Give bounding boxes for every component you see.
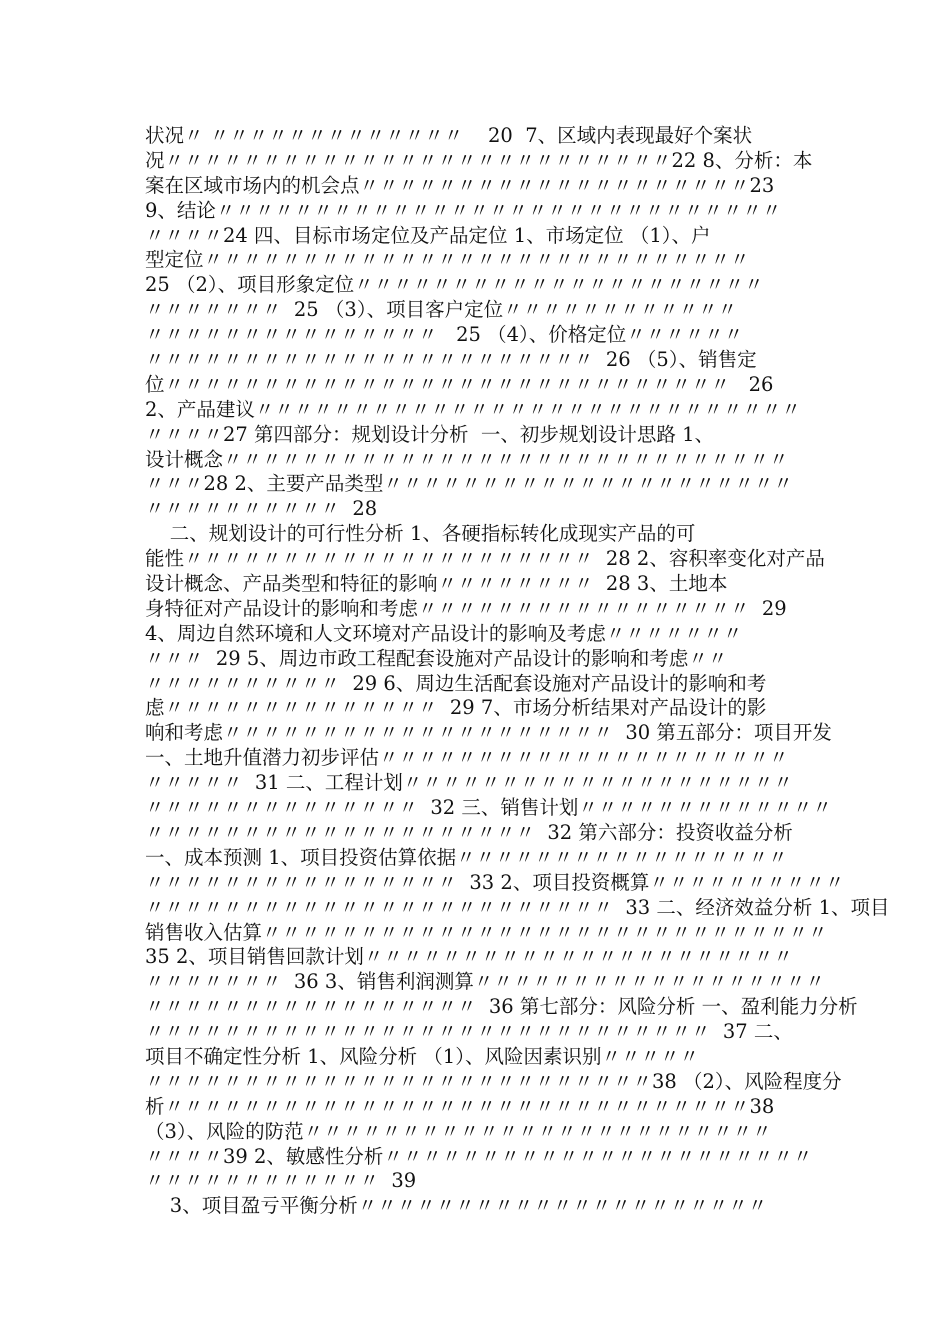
toc-line: 〃〃〃〃〃〃〃〃〃〃〃〃 39	[145, 1169, 417, 1193]
toc-line: 3、项目盈亏平衡分析〃〃〃〃〃〃〃〃〃〃〃〃〃〃〃〃〃〃〃〃〃	[145, 1194, 768, 1218]
toc-line: 35 2、项目销售回款计划〃〃〃〃〃〃〃〃〃〃〃〃〃〃〃〃〃〃〃〃〃〃	[145, 945, 793, 969]
toc-line: 〃〃〃〃〃〃〃〃〃〃〃〃〃〃〃〃〃〃〃〃〃〃〃〃 33 二、经济效益分析 1、项目	[145, 895, 890, 919]
toc-line: 〃〃〃〃〃〃〃〃〃〃〃〃〃〃〃 25 （4）、价格定位〃〃〃〃〃〃	[145, 323, 744, 347]
toc-line: 〃〃〃〃27 第四部分：规划设计分析 一、初步规划设计思路 1、	[145, 422, 715, 446]
toc-line: 身特征对产品设计的影响和考虑〃〃〃〃〃〃〃〃〃〃〃〃〃〃〃〃〃 29	[145, 596, 787, 620]
toc-line: 位〃〃〃〃〃〃〃〃〃〃〃〃〃〃〃〃〃〃〃〃〃〃〃〃〃〃〃〃〃 26	[145, 372, 774, 396]
toc-line: 销售收入估算〃〃〃〃〃〃〃〃〃〃〃〃〃〃〃〃〃〃〃〃〃〃〃〃〃〃〃〃〃	[145, 920, 828, 944]
toc-line: 〃〃〃〃24 四、目标市场定位及产品定位 1、市场定位 （1）、户	[145, 223, 711, 247]
toc-line: 〃〃〃〃〃〃〃〃〃〃〃〃〃〃〃〃〃〃〃〃〃〃〃 26 （5）、销售定	[145, 348, 757, 372]
toc-line: 〃〃〃〃〃〃〃〃〃〃〃〃〃〃〃〃〃〃〃〃〃〃〃〃〃〃〃〃〃 37 二、	[145, 1020, 793, 1044]
toc-line: 析〃〃〃〃〃〃〃〃〃〃〃〃〃〃〃〃〃〃〃〃〃〃〃〃〃〃〃〃〃〃38	[145, 1094, 775, 1118]
toc-line: 设计概念、产品类型和特征的影响〃〃〃〃〃〃〃〃 28 3、土地本	[145, 572, 728, 596]
toc-line: 9、结论〃〃〃〃〃〃〃〃〃〃〃〃〃〃〃〃〃〃〃〃〃〃〃〃〃〃〃〃〃	[145, 198, 782, 222]
toc-line: 2、产品建议〃〃〃〃〃〃〃〃〃〃〃〃〃〃〃〃〃〃〃〃〃〃〃〃〃〃〃〃	[145, 397, 801, 421]
toc-line: 设计概念〃〃〃〃〃〃〃〃〃〃〃〃〃〃〃〃〃〃〃〃〃〃〃〃〃〃〃〃〃	[145, 447, 789, 471]
toc-line: 型定位〃〃〃〃〃〃〃〃〃〃〃〃〃〃〃〃〃〃〃〃〃〃〃〃〃〃〃〃	[145, 248, 750, 272]
toc-line: 项目不确定性分析 1、风险分析 （1）、风险因素识别〃〃〃〃〃	[145, 1044, 699, 1068]
toc-line: 案在区域市场内的机会点〃〃〃〃〃〃〃〃〃〃〃〃〃〃〃〃〃〃〃〃23	[145, 173, 775, 197]
toc-line: 〃〃〃〃〃 31 二、工程计划〃〃〃〃〃〃〃〃〃〃〃〃〃〃〃〃〃〃〃〃	[145, 771, 793, 795]
toc-line: 25 （2）、项目形象定位〃〃〃〃〃〃〃〃〃〃〃〃〃〃〃〃〃〃〃〃〃	[145, 273, 764, 297]
toc-line: 〃〃〃〃〃〃〃 36 3、销售利润测算〃〃〃〃〃〃〃〃〃〃〃〃〃〃〃〃〃〃	[145, 970, 825, 994]
toc-line: 〃〃〃〃〃〃〃〃〃〃〃〃〃〃〃〃 33 2、项目投资概算〃〃〃〃〃〃〃〃〃〃	[145, 870, 845, 894]
toc-line: 〃〃〃〃〃〃〃〃〃〃〃〃〃〃〃〃〃 36 第七部分：风险分析 一、盈利能力分析	[145, 995, 858, 1019]
toc-line: 〃〃〃28 2、主要产品类型〃〃〃〃〃〃〃〃〃〃〃〃〃〃〃〃〃〃〃〃〃	[145, 472, 793, 496]
toc-line: 一、土地升值潜力初步评估〃〃〃〃〃〃〃〃〃〃〃〃〃〃〃〃〃〃〃〃〃	[145, 746, 789, 770]
table-of-contents-text	[145, 124, 890, 1219]
toc-line: 〃〃〃〃〃〃〃〃〃〃 29 6、周边生活配套设施对产品设计的影响和考	[145, 671, 767, 695]
toc-line: 虑〃〃〃〃〃〃〃〃〃〃〃〃〃〃 29 7、市场分析结果对产品设计的影	[145, 696, 767, 720]
toc-line: 〃〃〃 29 5、周边市政工程配套设施对产品设计的影响和考虑〃〃	[145, 646, 728, 670]
toc-line: 〃〃〃〃〃〃〃〃〃〃 28	[145, 497, 378, 521]
toc-line: （3）、风险的防范〃〃〃〃〃〃〃〃〃〃〃〃〃〃〃〃〃〃〃〃〃〃〃〃	[145, 1119, 772, 1143]
toc-line: 〃〃〃〃〃〃〃〃〃〃〃〃〃〃〃〃〃〃〃〃 32 第六部分：投资收益分析	[145, 820, 793, 844]
toc-line: 〃〃〃〃〃〃〃 25 （3）、项目客户定位〃〃〃〃〃〃〃〃〃〃〃〃	[145, 298, 738, 322]
toc-line: 4、周边自然环境和人文环境对产品设计的影响及考虑〃〃〃〃〃〃〃	[145, 621, 743, 645]
toc-line: 二、规划设计的可行性分析 1、各硬指标转化成现实产品的可	[145, 522, 696, 546]
toc-line: 〃〃〃〃〃〃〃〃〃〃〃〃〃〃 32 三、销售计划〃〃〃〃〃〃〃〃〃〃〃〃〃	[145, 796, 832, 820]
toc-line: 〃〃〃〃39 2、敏感性分析〃〃〃〃〃〃〃〃〃〃〃〃〃〃〃〃〃〃〃〃〃〃	[145, 1144, 813, 1168]
toc-line: 一、成本预测 1、项目投资估算依据〃〃〃〃〃〃〃〃〃〃〃〃〃〃〃〃〃	[145, 845, 788, 869]
toc-line: 响和考虑〃〃〃〃〃〃〃〃〃〃〃〃〃〃〃〃〃〃〃〃 30 第五部分：项目开发	[145, 721, 832, 745]
toc-line: 〃〃〃〃〃〃〃〃〃〃〃〃〃〃〃〃〃〃〃〃〃〃〃〃〃〃38 （2）、风险程度分	[145, 1069, 842, 1093]
toc-line: 状况〃 〃〃〃〃〃〃〃〃〃〃〃〃〃 20 7、区域内表现最好个案状	[145, 124, 753, 147]
toc-line: 况〃〃〃〃〃〃〃〃〃〃〃〃〃〃〃〃〃〃〃〃〃〃〃〃〃〃22 8、分析：本	[145, 148, 813, 172]
toc-line: 能性〃〃〃〃〃〃〃〃〃〃〃〃〃〃〃〃〃〃〃〃〃 28 2、容积率变化对产品	[145, 547, 825, 571]
